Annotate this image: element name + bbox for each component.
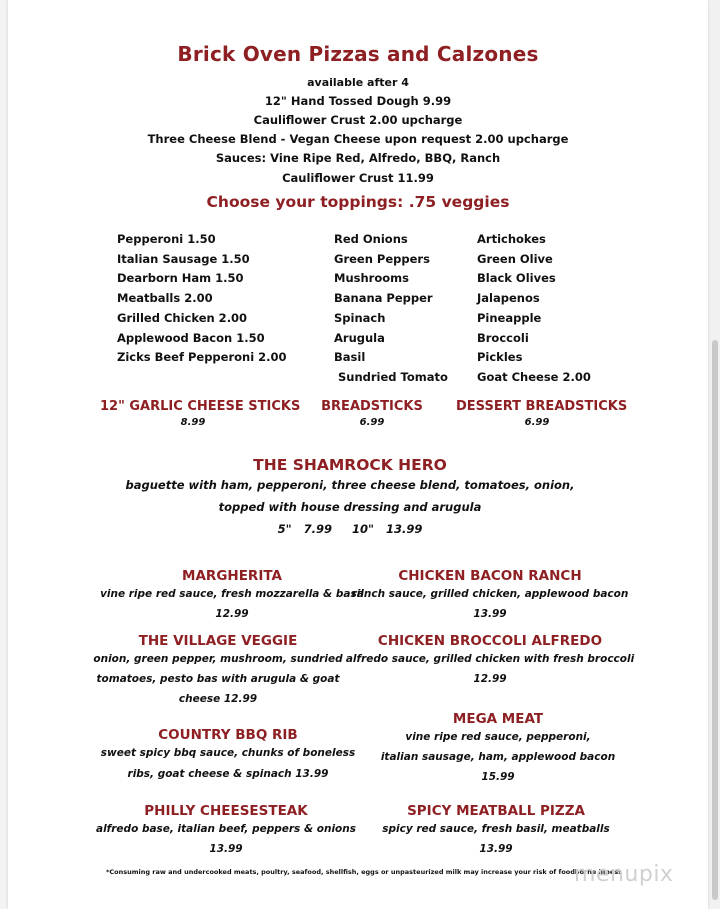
- pizza-description: ranch sauce, grilled chicken, applewood bacon: [351, 588, 629, 600]
- specialty-pizza: [368, 711, 628, 787]
- topping-item: Jalapenos: [477, 291, 540, 306]
- topping-item: Pickles: [477, 350, 523, 365]
- veggie-toppings-2: [477, 230, 591, 388]
- specialty-pizza: [368, 803, 624, 859]
- pizza-price: cheese 12.99: [178, 693, 258, 705]
- pizza-price: 12.99: [215, 608, 249, 620]
- specialty-pizza: [346, 568, 634, 624]
- topping-item: Goat Cheese 2.00: [477, 369, 591, 384]
- watermark-logo: menupix: [574, 862, 674, 887]
- pizza-description: vine ripe red sauce, pepperoni,: [405, 731, 591, 743]
- pizza-description: onion, green pepper, mushroom, sundried: [93, 653, 343, 665]
- veggie-toppings-1: [334, 230, 448, 388]
- pizza-name: CHICKEN BACON RANCH: [398, 568, 582, 584]
- pizza-price: 13.99: [473, 608, 507, 620]
- pizza-description: vine ripe red sauce, fresh mozzarella & basil: [100, 588, 364, 600]
- hero-description-2: topped with house dressing and arugula: [218, 500, 482, 514]
- topping-item: Artichokes: [477, 232, 546, 246]
- topping-item: Applewood Bacon 1.50: [117, 330, 265, 345]
- item-price: 6.99: [524, 417, 550, 428]
- item-name: DESSERT BREADSTICKS: [456, 399, 628, 414]
- pizza-name: MARGHERITA: [182, 568, 282, 584]
- availability-note: available after 4: [307, 76, 409, 89]
- topping-item: Pepperoni 1.50: [117, 232, 216, 246]
- breadsticks: [312, 399, 432, 428]
- pizza-price: 15.99: [481, 771, 515, 783]
- pizza-price: 13.99: [479, 843, 513, 855]
- pizza-description: spicy red sauce, fresh basil, meatballs: [382, 823, 610, 835]
- menu-title: Brick Oven Pizzas and Calzones: [177, 42, 539, 66]
- scrollbar-thumb[interactable]: [712, 340, 718, 900]
- toppings-heading: Choose your toppings: .75 veggies: [206, 193, 510, 211]
- pizza-description: tomatoes, pesto bas with arugula & goat: [96, 673, 340, 685]
- item-price: 8.99: [180, 417, 206, 428]
- item-name: 12" GARLIC CHEESE STICKS: [100, 399, 301, 414]
- topping-item: Basil: [334, 350, 366, 365]
- topping-item: Arugula: [334, 330, 385, 345]
- crust-upcharge: Cauliflower Crust 2.00 upcharge: [253, 113, 463, 127]
- cauliflower-price: Cauliflower Crust 11.99: [282, 171, 434, 185]
- specialty-pizza: [344, 633, 636, 689]
- pizza-price: 12.99: [473, 673, 507, 685]
- hero-title: THE SHAMROCK HERO: [253, 456, 447, 474]
- pizza-description: alfredo base, italian beef, peppers & onions: [96, 823, 356, 835]
- scrollbar[interactable]: [710, 0, 720, 909]
- pizza-name: SPICY MEATBALL PIZZA: [407, 803, 585, 819]
- hero-description-1: baguette with ham, pepperoni, three cheese blend, tomatoes, onion,: [125, 478, 575, 492]
- food-safety-footnote: *Consuming raw and undercooked meats, poultry, seafood, shellfish, eggs or unpasteurized milk may increase your risk of foodborne illness: [106, 868, 622, 876]
- pizza-description: sweet spicy bbq sauce, chunks of boneless: [100, 747, 356, 759]
- topping-item: Banana Pepper: [334, 291, 433, 306]
- pizza-description: ribs, goat cheese & spinach 13.99: [127, 768, 329, 780]
- pizza-name: CHICKEN BROCCOLI ALFREDO: [377, 633, 603, 649]
- specialty-pizza: [96, 727, 360, 785]
- item-price: 6.99: [359, 417, 385, 428]
- specialty-pizza: [94, 803, 358, 859]
- specialty-pizza: [94, 568, 370, 624]
- pizza-name: PHILLY CHEESESTEAK: [144, 803, 308, 819]
- hero-prices: 5" 7.99 10" 13.99: [277, 522, 423, 536]
- pizza-description: italian sausage, ham, applewood bacon: [380, 751, 616, 763]
- pizza-name: COUNTRY BBQ RIB: [158, 727, 298, 743]
- sauces-list: Sauces: Vine Ripe Red, Alfredo, BBQ, Ranch: [215, 151, 501, 165]
- topping-item: Dearborn Ham 1.50: [117, 271, 244, 286]
- topping-item: Green Olive: [477, 251, 553, 266]
- menu-page: [8, 0, 708, 909]
- dessert-breadsticks: [456, 399, 628, 428]
- dough-price: 12" Hand Tossed Dough 9.99: [264, 94, 452, 108]
- pizza-price: 13.99: [209, 843, 243, 855]
- garlic-cheese-sticks: [100, 399, 301, 428]
- pizza-name: THE VILLAGE VEGGIE: [138, 633, 298, 649]
- topping-item: Broccoli: [477, 330, 529, 345]
- topping-item: Red Onions: [334, 232, 408, 246]
- topping-item: Italian Sausage 1.50: [117, 251, 250, 266]
- specialty-pizza: [90, 633, 346, 709]
- topping-item: Pineapple: [477, 310, 542, 325]
- item-name: BREADSTICKS: [321, 399, 423, 414]
- topping-item: Zicks Beef Pepperoni 2.00: [117, 350, 287, 365]
- topping-item: Green Peppers: [334, 251, 430, 266]
- topping-item: Sundried Tomato: [338, 369, 448, 384]
- topping-item: Spinach: [334, 310, 386, 325]
- pizza-description: alfredo sauce, grilled chicken with fresh broccoli: [345, 653, 635, 665]
- cheese-note: Three Cheese Blend - Vegan Cheese upon request 2.00 upcharge: [147, 132, 569, 146]
- topping-item: Black Olives: [477, 271, 556, 286]
- topping-item: Meatballs 2.00: [117, 291, 213, 306]
- topping-item: Mushrooms: [334, 271, 409, 286]
- topping-item: Grilled Chicken 2.00: [117, 310, 248, 325]
- pizza-name: MEGA MEAT: [452, 711, 544, 727]
- meat-toppings: [117, 230, 287, 368]
